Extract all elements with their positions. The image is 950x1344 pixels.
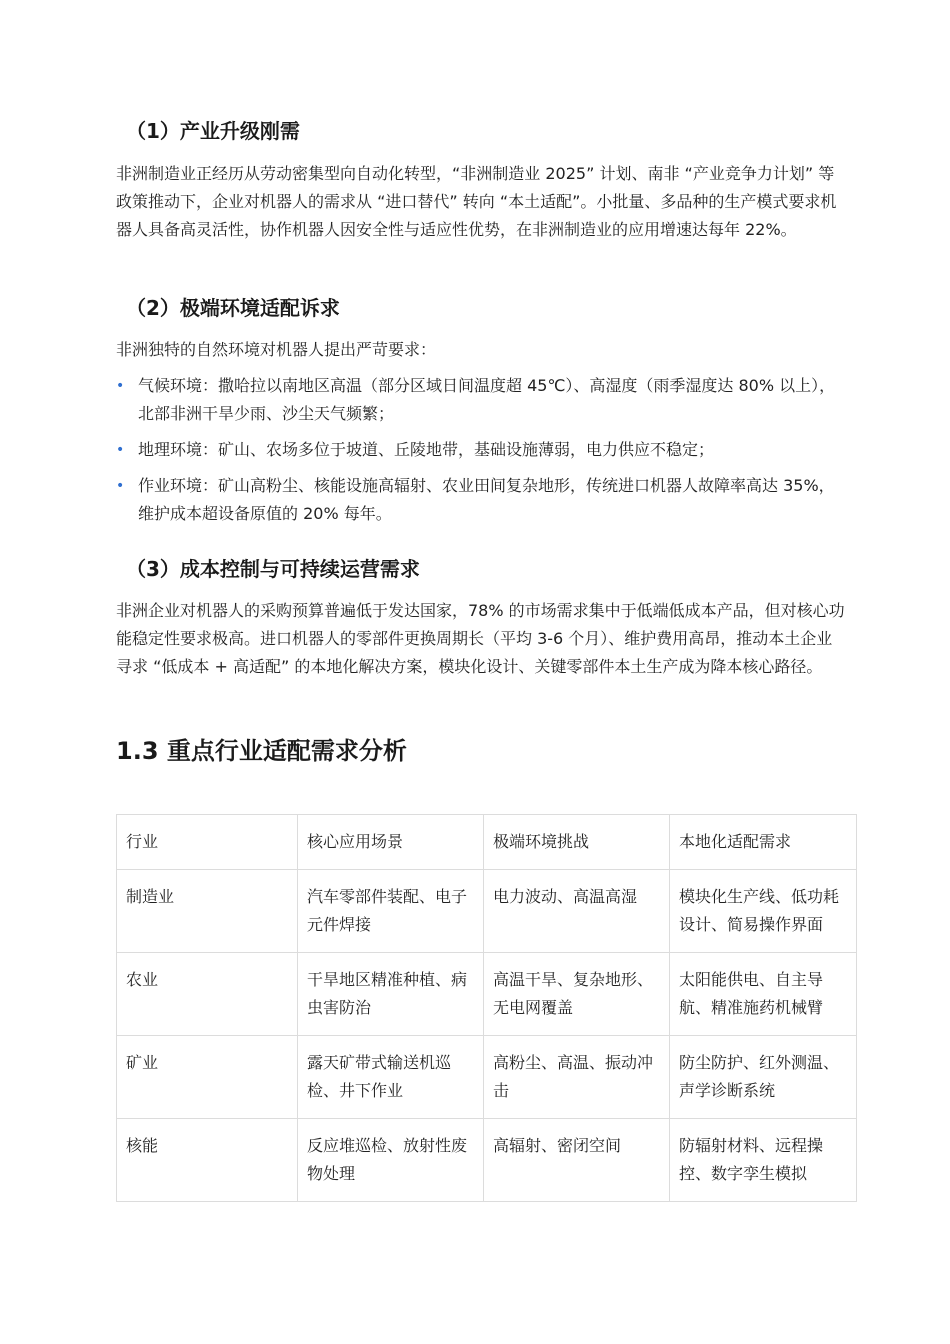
environment-bullet-list (116, 372, 846, 536)
header-cell-localization: 本地化适配需求 (670, 815, 857, 870)
table-cell: 防尘防护、红外测温、声学诊断系统 (670, 1036, 857, 1119)
bullet-dot-icon: • (116, 442, 125, 458)
list-item (116, 436, 846, 464)
table-section-title: 1.3 重点行业适配需求分析 (116, 737, 407, 765)
bullet-dot-icon: • (116, 478, 125, 494)
table-cell: 核能 (117, 1119, 298, 1202)
header-cell-challenge: 极端环境挑战 (484, 815, 670, 870)
table-cell: 反应堆巡检、放射性废物处理 (298, 1119, 484, 1202)
list-item (116, 472, 846, 528)
section-paragraph-extreme-environment: 非洲独特的自然环境对机器人提出严苛要求： (116, 340, 437, 359)
list-item (116, 372, 846, 428)
table-row (117, 870, 857, 953)
bullet-text-climate: 气候环境：撒哈拉以南地区高温（部分区域日间温度超 45℃）、高湿度（雨季湿度达 80% 以上），北部非洲干旱少雨、沙尘天气频繁； (138, 376, 836, 423)
table-cell: 农业 (117, 953, 298, 1036)
table-cell: 矿业 (117, 1036, 298, 1119)
table-cell: 露天矿带式输送机巡检、井下作业 (298, 1036, 484, 1119)
bullet-dot-icon: • (116, 378, 125, 394)
section-heading-industrial-upgrade: （1）产业升级刚需 (126, 119, 300, 143)
table-cell: 太阳能供电、自主导航、精准施药机械臂 (670, 953, 857, 1036)
table-cell: 防辐射材料、远程操控、数字孪生模拟 (670, 1119, 857, 1202)
industry-adaptation-table (116, 814, 857, 1202)
table-cell: 模块化生产线、低功耗设计、简易操作界面 (670, 870, 857, 953)
table-cell: 高粉尘、高温、振动冲击 (484, 1036, 670, 1119)
table-row (117, 1036, 857, 1119)
section-heading-extreme-environment: （2）极端环境适配诉求 (126, 296, 340, 320)
bullet-text-operations: 作业环境：矿山高粉尘、核能设施高辐射、农业田间复杂地形，传统进口机器人故障率高达 35%，维护成本超设备原值的 20% 每年。 (138, 476, 835, 523)
table-cell: 高温干旱、复杂地形、无电网覆盖 (484, 953, 670, 1036)
header-cell-industry: 行业 (117, 815, 298, 870)
table-row (117, 953, 857, 1036)
table-cell: 干旱地区精准种植、病虫害防治 (298, 953, 484, 1036)
table-cell: 制造业 (117, 870, 298, 953)
bullet-text-geography: 地理环境：矿山、农场多位于坡道、丘陵地带，基础设施薄弱，电力供应不稳定； (138, 440, 715, 459)
header-cell-scenario: 核心应用场景 (298, 815, 484, 870)
table-row (117, 1119, 857, 1202)
table-cell: 汽车零部件装配、电子元件焊接 (298, 870, 484, 953)
section-paragraph-industrial-upgrade: 非洲制造业正经历从劳动密集型向自动化转型，“非洲制造业 2025” 计划、南非 “产业竞争力计划” 等政策推动下，企业对机器人的需求从 “进口替代” 转向 “本土适配”。小批量、多品种的生产模式要求机器人具备高灵活性，协作机器人因安全性与适应性优势，在非洲制造业的应用增速达每年 22%。 (116, 164, 837, 239)
table-header-row (117, 815, 857, 870)
section-paragraph-cost-control: 非洲企业对机器人的采购预算普遍低于发达国家，78% 的市场需求集中于低端低成本产品，但对核心功能稳定性要求极高。进口机器人的零部件更换周期长（平均 3-6 个月）、维护费用高昂，推动本土企业寻求 “低成本 + 高适配” 的本地化解决方案，模块化设计、关键零部件本土生产成为降本核心路径。 (116, 601, 845, 676)
table-cell: 高辐射、密闭空间 (484, 1119, 670, 1202)
table-cell: 电力波动、高温高湿 (484, 870, 670, 953)
section-heading-cost-control: （3）成本控制与可持续运营需求 (126, 557, 420, 581)
